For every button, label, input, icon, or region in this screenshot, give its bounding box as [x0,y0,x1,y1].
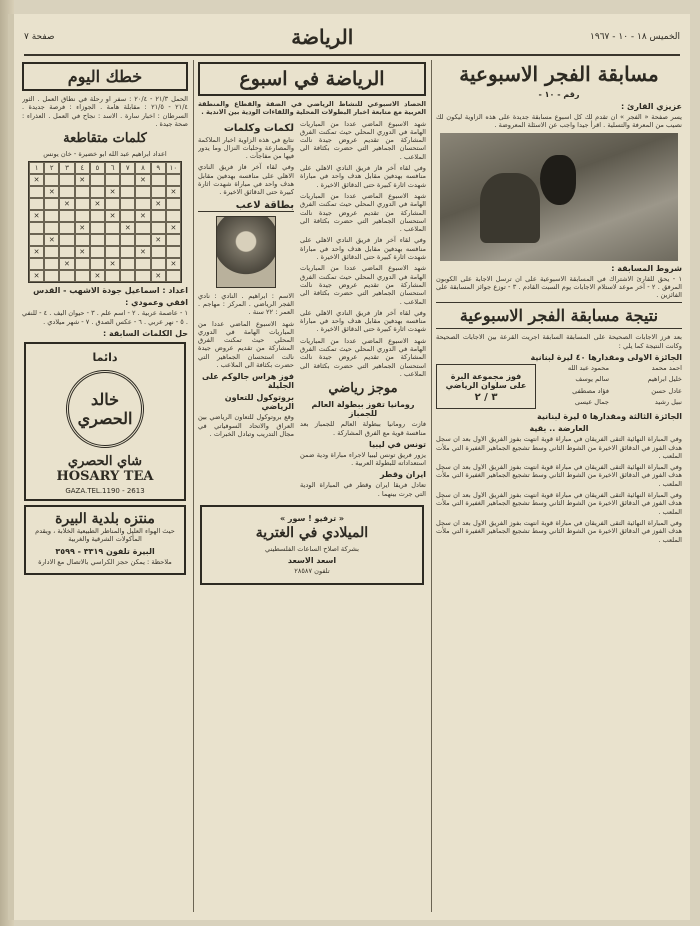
crossword-cell [120,246,135,258]
crossword-cell-blocked [105,258,120,270]
crossword-cell [44,198,59,210]
section-logo: الرياضة [291,25,354,49]
tea-brand-emblem: خالد الحصري [66,370,144,448]
crossword-cell [166,246,181,258]
crossword-cell [59,234,74,246]
grid-number: ٦ [105,162,120,174]
crossword-cell [105,174,120,186]
crossword-cell-blocked [151,198,166,210]
contest-photo [440,133,678,261]
crossword-cell [151,246,166,258]
crossword-cell [90,258,105,270]
crossword-cell [135,186,150,198]
crossword-cell [105,222,120,234]
clues-author: اعداد : اسماعيل جودة الاشهب - القدس [33,286,188,296]
ad-text: بشركة اصلاح الساعات الفلسطيني [265,544,359,553]
page-fold-edge [0,0,14,926]
punches-words-title: لكمات وكلمات [223,122,294,134]
crossword-cell-blocked [29,210,44,222]
right-column [436,60,682,912]
crossword-cell [44,174,59,186]
brief-text-2: يزور فريق تونس ليبيا لاجراء مباراة ودية ضمن استعداداته للبطولة العربية . [300,450,426,468]
crossword-cell [151,222,166,234]
grid-number: ٤ [75,162,90,174]
punches-words-text-2: وفي لقاء آخر فاز فريق النادي الاهلي على منافسه بهدفين مقابل هدف واحد في مباراة شهدت اثارة كبيرة حتى الدقائق الاخيرة . [198,163,294,197]
winners-list [542,364,682,409]
crossword-cell [59,246,74,258]
crossword-cell [120,198,135,210]
column-rule [193,60,194,912]
crossword-cell [105,198,120,210]
crossword-cell-blocked [166,186,181,198]
crossword-cell [75,210,90,222]
crossword-cell [120,270,135,282]
player-card-text-2: شهد الاسبوع الماضي عددا من المباريات الهامة في الدوري المحلي حيث تمكنت الفرق المشاركة من تقديم عروض جيدة نالت استحسان الجماهير التي حضرت بكثافة الى الملاعب . [198,319,294,370]
crossword-cell-blocked [59,198,74,210]
winner-name: فؤاد مصطفى [572,386,609,395]
person-figure [480,173,540,243]
contest-number: رقم - ١٠ - [538,90,580,99]
contest-title: مسابقة الفجر الاسبوعية [459,62,659,86]
clues-text: ١ - عاصمة عربية . ٢ - اسم علم . ٣ - حيوان اليف . ٤ - للنفي . ٥ - نهر عربي . ٦ - عكس الصدق . ٧ - شهر ميلادي . [22,309,188,326]
grid-number: ٩ [151,162,166,174]
crossword-cell [166,174,181,186]
crossword-cell [90,222,105,234]
winner-name: محمود عبد الله [567,364,609,373]
crossword-cell [29,186,44,198]
brief-subhead: رومانيا تفوز ببطولة العالم للجمباز [311,400,415,419]
continued-text-3: وفي المباراة النهائية التقى الفريقان في مباراة قوية انتهت بفوز الفريق الاول بعد ان سجل هدف الفوز في الدقائق الاخيرة من الشوط الثاني وسط تشجيع الجماهير الغفيرة التي ملأت الملعب . [436,491,682,516]
bird-figure [540,155,576,205]
crossword-grid [28,161,182,283]
issue-date: الخميس ١٨ - ١٠ - ١٩٦٧ [590,32,680,42]
grid-number: ٢ [44,162,59,174]
crossword-cell [75,198,90,210]
crossword-cell [44,210,59,222]
brief-subhead-3: ايران وقطر [379,470,426,480]
conditions-heading: شروط المسابقة : [611,263,682,273]
brief-text-3: تعادل فريقا ايران وقطر في المباراة الودية التي جرت بينهما . [300,481,426,498]
ad-head: « ترفيو ! سور » [279,513,345,523]
punches-words-text: نتابع في هذه الزاوية اخبار الملاكمة والمصارعة وحلبات النزال وما يدور فيها من مفاجآت . [198,135,294,161]
grid-number: ٧ [120,162,135,174]
brief-text: فازت رومانيا ببطولة العالم للجمباز بعد منافسة قوية مع الفرق المشاركة . [300,420,426,437]
solution-heading: حل الكلمات السابقة : [102,329,188,339]
weekly-body-6: وفي لقاء آخر فاز فريق النادي الاهلي على منافسه بهدفين مقابل هدف واحد في مباراة شهدت اثارة كبيرة حتى الدقائق الاخيرة . [300,308,426,334]
crossword-cell [90,174,105,186]
results-text: بعد فرز الاجابات الصحيحة على المسابقة السابقة اجريت القرعة بين الاجابات الصحيحة وكانت النتيجة كما يلي : [436,333,682,350]
crossword-cell [75,234,90,246]
albireh-park-ad [24,505,186,575]
weekly-lead: الحصاد الاسبوعي للنشاط الرياضي في الضفة والقطاع والمنطقة العربية مع متابعة اخبار البطولات المحلية واللقاءات الودية بين الاندية . [198,100,426,117]
brief-text-5: وقع بروتوكول للتعاون الرياضي بين العراق والاتحاد السوفياتي في مجال التدريب وتبادل الخبرات . [198,413,294,438]
weekly-body-7: شهد الاسبوع الماضي عددا من المباريات الهامة في الدوري المحلي حيث تمكنت الفرق المشاركة من تقديم عروض جيدة نالت استحسان الجماهير التي حضرت بكثافة الى الملاعب . [300,336,426,378]
results-title: نتيجة مسابقة الفجر الاسبوعية [436,302,682,329]
crossword-cell [135,198,150,210]
brief-subhead-2: تونس في ليبيا [368,439,426,449]
crossword-cell [120,174,135,186]
winner-name: عادل حسن [651,386,682,395]
crossword-cell [151,258,166,270]
crossword-cell-blocked [135,210,150,222]
crossword-cell-blocked [44,186,59,198]
crossword-cell-blocked [166,222,181,234]
match-score: ٣ / ٢ [474,392,498,404]
crossword-cell-blocked [29,174,44,186]
crossword-cell [105,234,120,246]
tea-ad-tagline: دائما [92,351,118,365]
crossword-cell [59,222,74,234]
horoscope-text: الحمل ٢١/٣ - ٢٠/٤ : سفر او رحلة في نطاق العمل . الثور ٢١/٤ - ٢١/٥ : مقابلة هامة . الجوزاء : فرصة جديدة . السرطان : اخبار سارة . الاسد : نجاح في العمل . العذراء : صحة جيدة . [22,95,188,128]
watch-repair-ad [200,505,424,585]
ad-phone: تلفون ٢٨٥٨٧ [294,567,330,576]
crossword-cell [90,234,105,246]
grid-number: ١٠ [166,162,181,174]
weekly-body-5: شهد الاسبوع الماضي عددا من المباريات الهامة في الدوري المحلي حيث تمكنت الفرق المشاركة من تقديم عروض جيدة نالت استحسان الجماهير التي حضرت بكثافة الى الملاعب . [300,264,426,306]
crossword-cell-blocked [151,270,166,282]
crossword-cell [151,174,166,186]
winner-name: جمال عيسى [574,397,609,406]
crossword-cell-blocked [29,246,44,258]
conditions-text: ١ - يحق للقارئ الاشتراك في المسابقة الاسبوعية على ان ترسل الاجابة على الكوبون المرفق . ٢ - آخر موعد لاستلام الاجابات يوم السبت القادم . ٣ - توزع جوائز المسابقة على الفائزين . [436,274,682,300]
crossword-cell [135,222,150,234]
crossword-cell-blocked [44,234,59,246]
crossword-cell-blocked [90,198,105,210]
ad-title: الميلادي في الغترية [255,524,369,541]
brief-title: موجز رياضي [328,381,398,397]
tea-phone: GAZA.TEL.1190 - 2613 [65,487,145,496]
crossword-cell [90,186,105,198]
crossword-cell-blocked [135,246,150,258]
player-card-text: الاسم : ابراهيم . النادي : نادي الفجر الرياضي . المركز : مهاجم . العمر : ٢٢ سنة . [198,291,294,317]
crossword-cell [151,210,166,222]
crossword-cell [75,258,90,270]
crossword-cell [59,210,74,222]
winner-name: خليل ابراهيم [647,375,682,384]
park-ad-text: حيث الهواء العليل والمناظر الطبيعية الخلابة ، ويقدم المأكولات الشرقية والغربية [35,527,175,544]
crossword-cell-blocked [105,210,120,222]
winner-name: سالم يوسف [575,375,609,384]
crossword-cell [105,246,120,258]
crossword-cell [75,186,90,198]
crossword-cell-blocked [75,246,90,258]
crossword-author: اعداد ابراهيم عبد الله ابو خضيرة - خان يونس [43,150,167,159]
crossword-cell-blocked [135,174,150,186]
crossword-cell [59,270,74,282]
park-ad-note: ملاحظة : يمكن حجز الكراسي بالاتصال مع الادارة [38,557,172,566]
page-number: صفحة ٧ [24,32,55,42]
crossword-cell [135,258,150,270]
masthead [24,20,680,56]
crossword-cell [166,198,181,210]
grid-number: ٣ [59,162,74,174]
crossword-cell [29,222,44,234]
crossword-cell [120,234,135,246]
crossword-cell [151,186,166,198]
brief-subhead-4: فوز هراس جالوكم على الجليلة [201,372,294,391]
continued-text-2: وفي المباراة النهائية التقى الفريقان في مباراة قوية انتهت بفوز الفريق الاول بعد ان سجل هدف الفوز في الدقائق الاخيرة من الشوط الثاني وسط تشجيع الجماهير الغفيرة التي ملأت الملعب . [436,463,682,488]
player-portrait [216,216,276,288]
brief-subhead-5: بروتوكول للتعاون الرياضي [224,393,294,412]
crossword-cell [44,270,59,282]
tea-name-en: HOSARY TEA [56,469,154,485]
player-card-title: بطاقة لاعب [198,200,294,212]
crossword-cell [120,186,135,198]
crossword-cell [44,222,59,234]
crossword-cell [44,258,59,270]
horoscope-title: خطك اليوم [22,62,188,91]
weekly-sports-title: الرياضة في اسبوع [198,62,426,96]
park-ad-title: منتزه بلدية البيرة [55,511,155,528]
middle-column [198,60,426,912]
tea-name-ar: شاي الحصري [67,454,143,470]
weekly-body-2: وفي لقاء آخر فاز فريق النادي الاهلي على منافسه بهدفين مقابل هدف واحد في مباراة شهدت اثارة كبيرة حتى الدقائق الاخيرة . [300,164,426,189]
crossword-cell-blocked [75,174,90,186]
crossword-cell [166,270,181,282]
crossword-cell [29,198,44,210]
crossword-cell [75,270,90,282]
hosary-tea-ad [24,342,186,501]
weekly-body-1: شهد الاسبوع الماضي عددا من المباريات الهامة في الدوري المحلي حيث تمكنت الفرق المشاركة من تقديم عروض جيدة نالت استحسان الجماهير التي حضرت بكثافة الى الملاعب . [300,119,426,161]
column-rule [431,60,432,912]
continued-heading: العارضة .. بقية [529,424,589,434]
crossword-cell-blocked [151,234,166,246]
crossword-cell-blocked [166,258,181,270]
left-column [22,60,188,912]
crossword-cell [120,258,135,270]
grid-number: ١ [29,162,44,174]
crossword-cell [166,234,181,246]
ad-name: اسعد الاسعد [287,556,337,566]
crossword-cell-blocked [75,222,90,234]
crossword-cell [135,234,150,246]
intro-heading: عزيزي القارئ : [621,102,682,111]
weekly-body-4: وفي لقاء آخر فاز فريق النادي الاهلي على منافسه بهدفين مقابل هدف واحد في مباراة شهدت اثارة كبيرة حتى الدقائق الاخيرة . [300,236,426,262]
crossword-cell [59,174,74,186]
crossword-cell-blocked [105,186,120,198]
continued-text-4: وفي المباراة النهائية التقى الفريقان في مباراة قوية انتهت بفوز الفريق الاول بعد ان سجل هدف الفوز في الدقائق الاخيرة من الشوط الثاني وسط تشجيع الجماهير الغفيرة التي ملأت الملعب . [436,518,682,544]
match-result-box [436,364,536,409]
crossword-cell [120,210,135,222]
grid-number: ٥ [90,162,105,174]
third-prize-heading: الجائزة الثالثة ومقدارها ٥ ليرة لبنانية [536,412,682,422]
crossword-cell [44,246,59,258]
crossword-cell [90,210,105,222]
first-prize-heading: الجائزة الاولى ومقدارها ٤٠ ليرة لبنانية [530,353,682,363]
crossword-cell [135,270,150,282]
crossword-cell-blocked [120,222,135,234]
clues-heading: افقي وعمودي : [125,298,188,308]
crossword-cell [59,186,74,198]
crossword-cell [166,210,181,222]
crossword-cell [105,270,120,282]
match-result-title: فوز مجموعة البرة على سلوان الرياضي [445,372,527,391]
crossword-cell [29,234,44,246]
winner-name: احمد محمد [651,364,682,373]
crossword-title: كلمات متقاطعة [63,131,147,147]
winner-name: نبيل رشيد [654,397,682,406]
weekly-body-3: شهد الاسبوع الماضي عددا من المباريات الهامة في الدوري المحلي حيث تمكنت الفرق المشاركة من تقديم عروض جيدة نالت استحسان الجماهير التي حضرت بكثافة الى الملاعب . [300,191,426,234]
crossword-cell [90,246,105,258]
crossword-cell-blocked [59,258,74,270]
continued-text: وفي المباراة النهائية التقى الفريقان في مباراة قوية انتهت بفوز الفريق الاول بعد ان سجل هدف الفوز في الدقائق الاخيرة من الشوط الثاني وسط تشجيع الجماهير الغفيرة التي ملأت الملعب . [436,435,682,460]
park-ad-phone: البيرة تلفون ٣٣١٩ - ٣٥٩٩ [55,546,155,556]
crossword-cell-blocked [90,270,105,282]
crossword-cell-blocked [29,270,44,282]
grid-number: ٨ [135,162,150,174]
intro-text: يسر صفحة « الفجر » ان تقدم لك كل اسبوع مسابقة جديدة على هذه الزاوية ليكون لك نصيب من المعرفة والتسلية . اقرأ جيدا واجب عن الاسئلة المعروضة . [436,113,682,130]
newspaper-page [14,14,690,920]
crossword-cell [29,258,44,270]
